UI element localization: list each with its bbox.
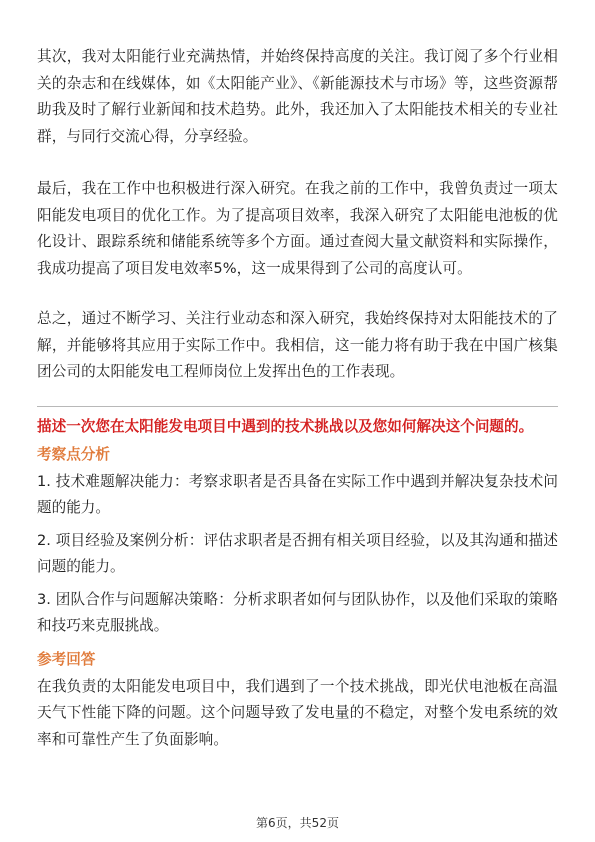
reference-answer: 在我负责的太阳能发电项目中，我们遇到了一个技术挑战，即光伏电池板在高温天气下性能下降的问题。这个问题导致了发电量的不稳定，对整个发电系统的效率和可靠性产生了负面影响。 [37,677,558,748]
analysis-item: 3. 团队合作与问题解决策略：分析求职者如何与团队协作，以及他们采取的策略和技巧来克服挑战。 [37,590,558,634]
section-divider [37,406,558,407]
paragraph-interest: 其次，我对太阳能行业充满热情，并始终保持高度的关注。我订阅了多个行业相关的杂志和在线媒体，如《太阳能产业》、《新能源技术与市场》等，这些资源帮助我及时了解行业新闻和技术趋势。此外，我还加入了太阳能技术相关的专业社群，与同行交流心得，分享经验。 [37,48,558,145]
reference-title: 参考回答 [37,650,96,668]
analysis-title: 考察点分析 [37,445,110,463]
interview-question: 描述一次您在太阳能发电项目中遇到的技术挑战以及您如何解决这个问题的。 [37,417,534,435]
analysis-item: 1. 技术难题解决能力：考察求职者是否具备在实际工作中遇到并解决复杂技术问题的能力。 [37,472,558,516]
analysis-item: 2. 项目经验及案例分析：评估求职者是否拥有相关项目经验，以及其沟通和描述问题的能力。 [37,531,558,575]
paragraph-research: 最后，我在工作中也积极进行深入研究。在我之前的工作中，我曾负责过一项太阳能发电项目的优化工作。为了提高项目效率，我深入研究了太阳能电池板的优化设计、跟踪系统和储能系统等多个方面。通过查阅大量文献资料和实际操作，我成功提高了项目发电效率5%，这一成果得到了公司的高度认可。 [37,180,558,277]
document-body [37,44,558,753]
page-number: 第6页，共52页 [256,816,339,830]
paragraph-summary: 总之，通过不断学习、关注行业动态和深入研究，我始终保持对太阳能技术的了解，并能够将其应用于实际工作中。我相信，这一能力将有助于我在中国广核集团公司的太阳能发电工程师岗位上发挥出色的工作表现。 [37,310,558,380]
